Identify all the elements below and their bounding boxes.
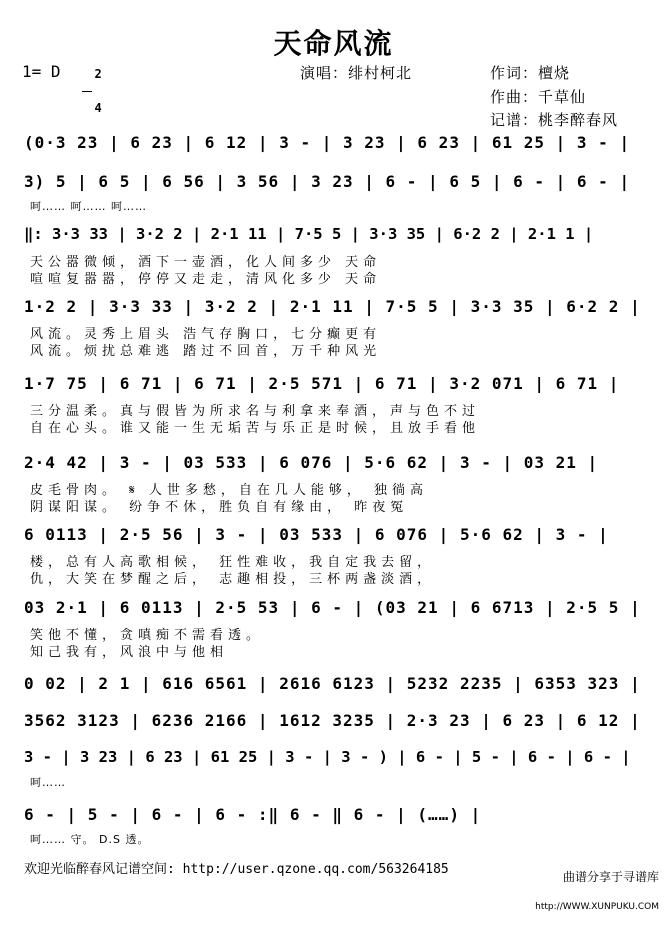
notation-row: 6 - | 5 - | 6 - | 6 - :‖ 6 - ‖ 6 - | (……) | bbox=[24, 805, 482, 824]
notation-row: 03 2·1 | 6 0113 | 2·5 53 | 6 - | (03 21 | 6 6713 | 2·5 5 | bbox=[24, 598, 641, 617]
lyric-line: 笑他不懂，贪嗔痴不需看透。 bbox=[30, 628, 265, 643]
notation-row: 3) 5 | 6 5 | 6 56 | 3 56 | 3 23 | 6 - | 6 5 | 6 - | 6 - | bbox=[24, 172, 631, 191]
singer-credit: 演唱：绯村柯北 bbox=[300, 64, 413, 82]
lyric-line: 阴谋阳谋。 纷争不休，胜负自有缘由， 昨夜冤 bbox=[30, 500, 409, 515]
site-badge[interactable] bbox=[535, 855, 659, 930]
transcriber-credit: 记谱：桃李醉春风 bbox=[490, 111, 619, 129]
lyric-line: 呵…… 呵…… 呵…… bbox=[30, 200, 147, 213]
notation-row: 6 0113 | 2·5 56 | 3 - | 03 533 | 6 076 | 5·6 62 | 3 - | bbox=[24, 525, 609, 544]
notation-row: 1·7 75 | 6 71 | 6 71 | 2·5 571 | 6 71 | 3·2 071 | 6 71 | bbox=[24, 374, 620, 393]
lyric-line: 自在心头。谁又能一生无垢苦与乐正是时候，且放手看他 bbox=[30, 421, 481, 436]
lyric-line: 天公嚣微倾，酒下一壶酒，化人间多少 天命 bbox=[30, 255, 382, 270]
notation-row: 3 - | 3 23 | 6 23 | 61 25 | 3 - | 3 - ) | 6 - | 5 - | 6 - | 6 - | bbox=[24, 748, 631, 766]
page-title: 天命风流 bbox=[273, 27, 394, 60]
notation-row: 3562 3123 | 6236 2166 | 1612 3235 | 2·3 23 | 6 23 | 6 12 | bbox=[24, 711, 641, 730]
lyric-line: 皮毛骨肉。 𝄋 人世多愁，自在几人能够， 独徜高 bbox=[30, 483, 428, 498]
notation-row: 1·2 2 | 3·3 33 | 3·2 2 | 2·1 11 | 7·5 5 | 3·3 35 | 6·2 2 | bbox=[24, 297, 641, 316]
badge-line1: 曲谱分享于寻谱库 bbox=[562, 870, 659, 884]
lyric-line: 呵…… 守。 D.S 透。 bbox=[30, 833, 150, 846]
notation-row: (0·3 23 | 6 23 | 6 12 | 3 - | 3 23 | 6 23 | 61 25 | 3 - | bbox=[24, 133, 631, 152]
lyric-line: 仇，大笑在梦醒之后， 志趣相投，三杯两盏淡酒， bbox=[30, 572, 436, 587]
meter-bottom: 4 bbox=[94, 101, 102, 115]
meter-top: 2 bbox=[94, 67, 102, 81]
lyric-line: 知己我有，风浪中与他相 bbox=[30, 645, 229, 660]
lyricist-credit: 作词：檀烧 bbox=[490, 64, 571, 82]
notation-row: 0 02 | 2 1 | 616 6561 | 2616 6123 | 5232 2235 | 6353 323 | bbox=[24, 674, 641, 693]
lyric-line: 风流。烦扰总难逃 踏过不回首，万千种风光 bbox=[30, 344, 382, 359]
footer-text: 欢迎光临醉春风记谱空间: http://user.qzone.qq.com/563264185 bbox=[24, 862, 449, 877]
notation-row: 2·4 42 | 3 - | 03 533 | 6 076 | 5·6 62 | 3 - | 03 21 | bbox=[24, 453, 599, 472]
lyric-line: 三分温柔。真与假皆为所求名与利拿来奉酒，声与色不过 bbox=[30, 404, 481, 419]
lyric-line: 喧喧复嚣嚣，停停又走走，清风化多少 天命 bbox=[30, 272, 382, 287]
badge-line2: http://WWW.XUNPUKU.COM bbox=[535, 902, 659, 912]
time-signature bbox=[80, 58, 102, 115]
key-signature: 1= D bbox=[22, 62, 61, 81]
composer-credit: 作曲：千草仙 bbox=[490, 88, 587, 106]
lyric-line: 风流。灵秀上眉头 浩气存胸口，七分癫更有 bbox=[30, 327, 382, 342]
notation-row: ‖: 3·3 33 | 3·2 2 | 2·1 11 | 7·5 5 | 3·3 35 | 6·2 2 | 2·1 1 | bbox=[24, 225, 594, 243]
lyric-line: 楼，总有人高歌相候， 狂性难收，我自定我去留， bbox=[30, 555, 436, 570]
lyric-line: 呵…… bbox=[30, 776, 66, 789]
